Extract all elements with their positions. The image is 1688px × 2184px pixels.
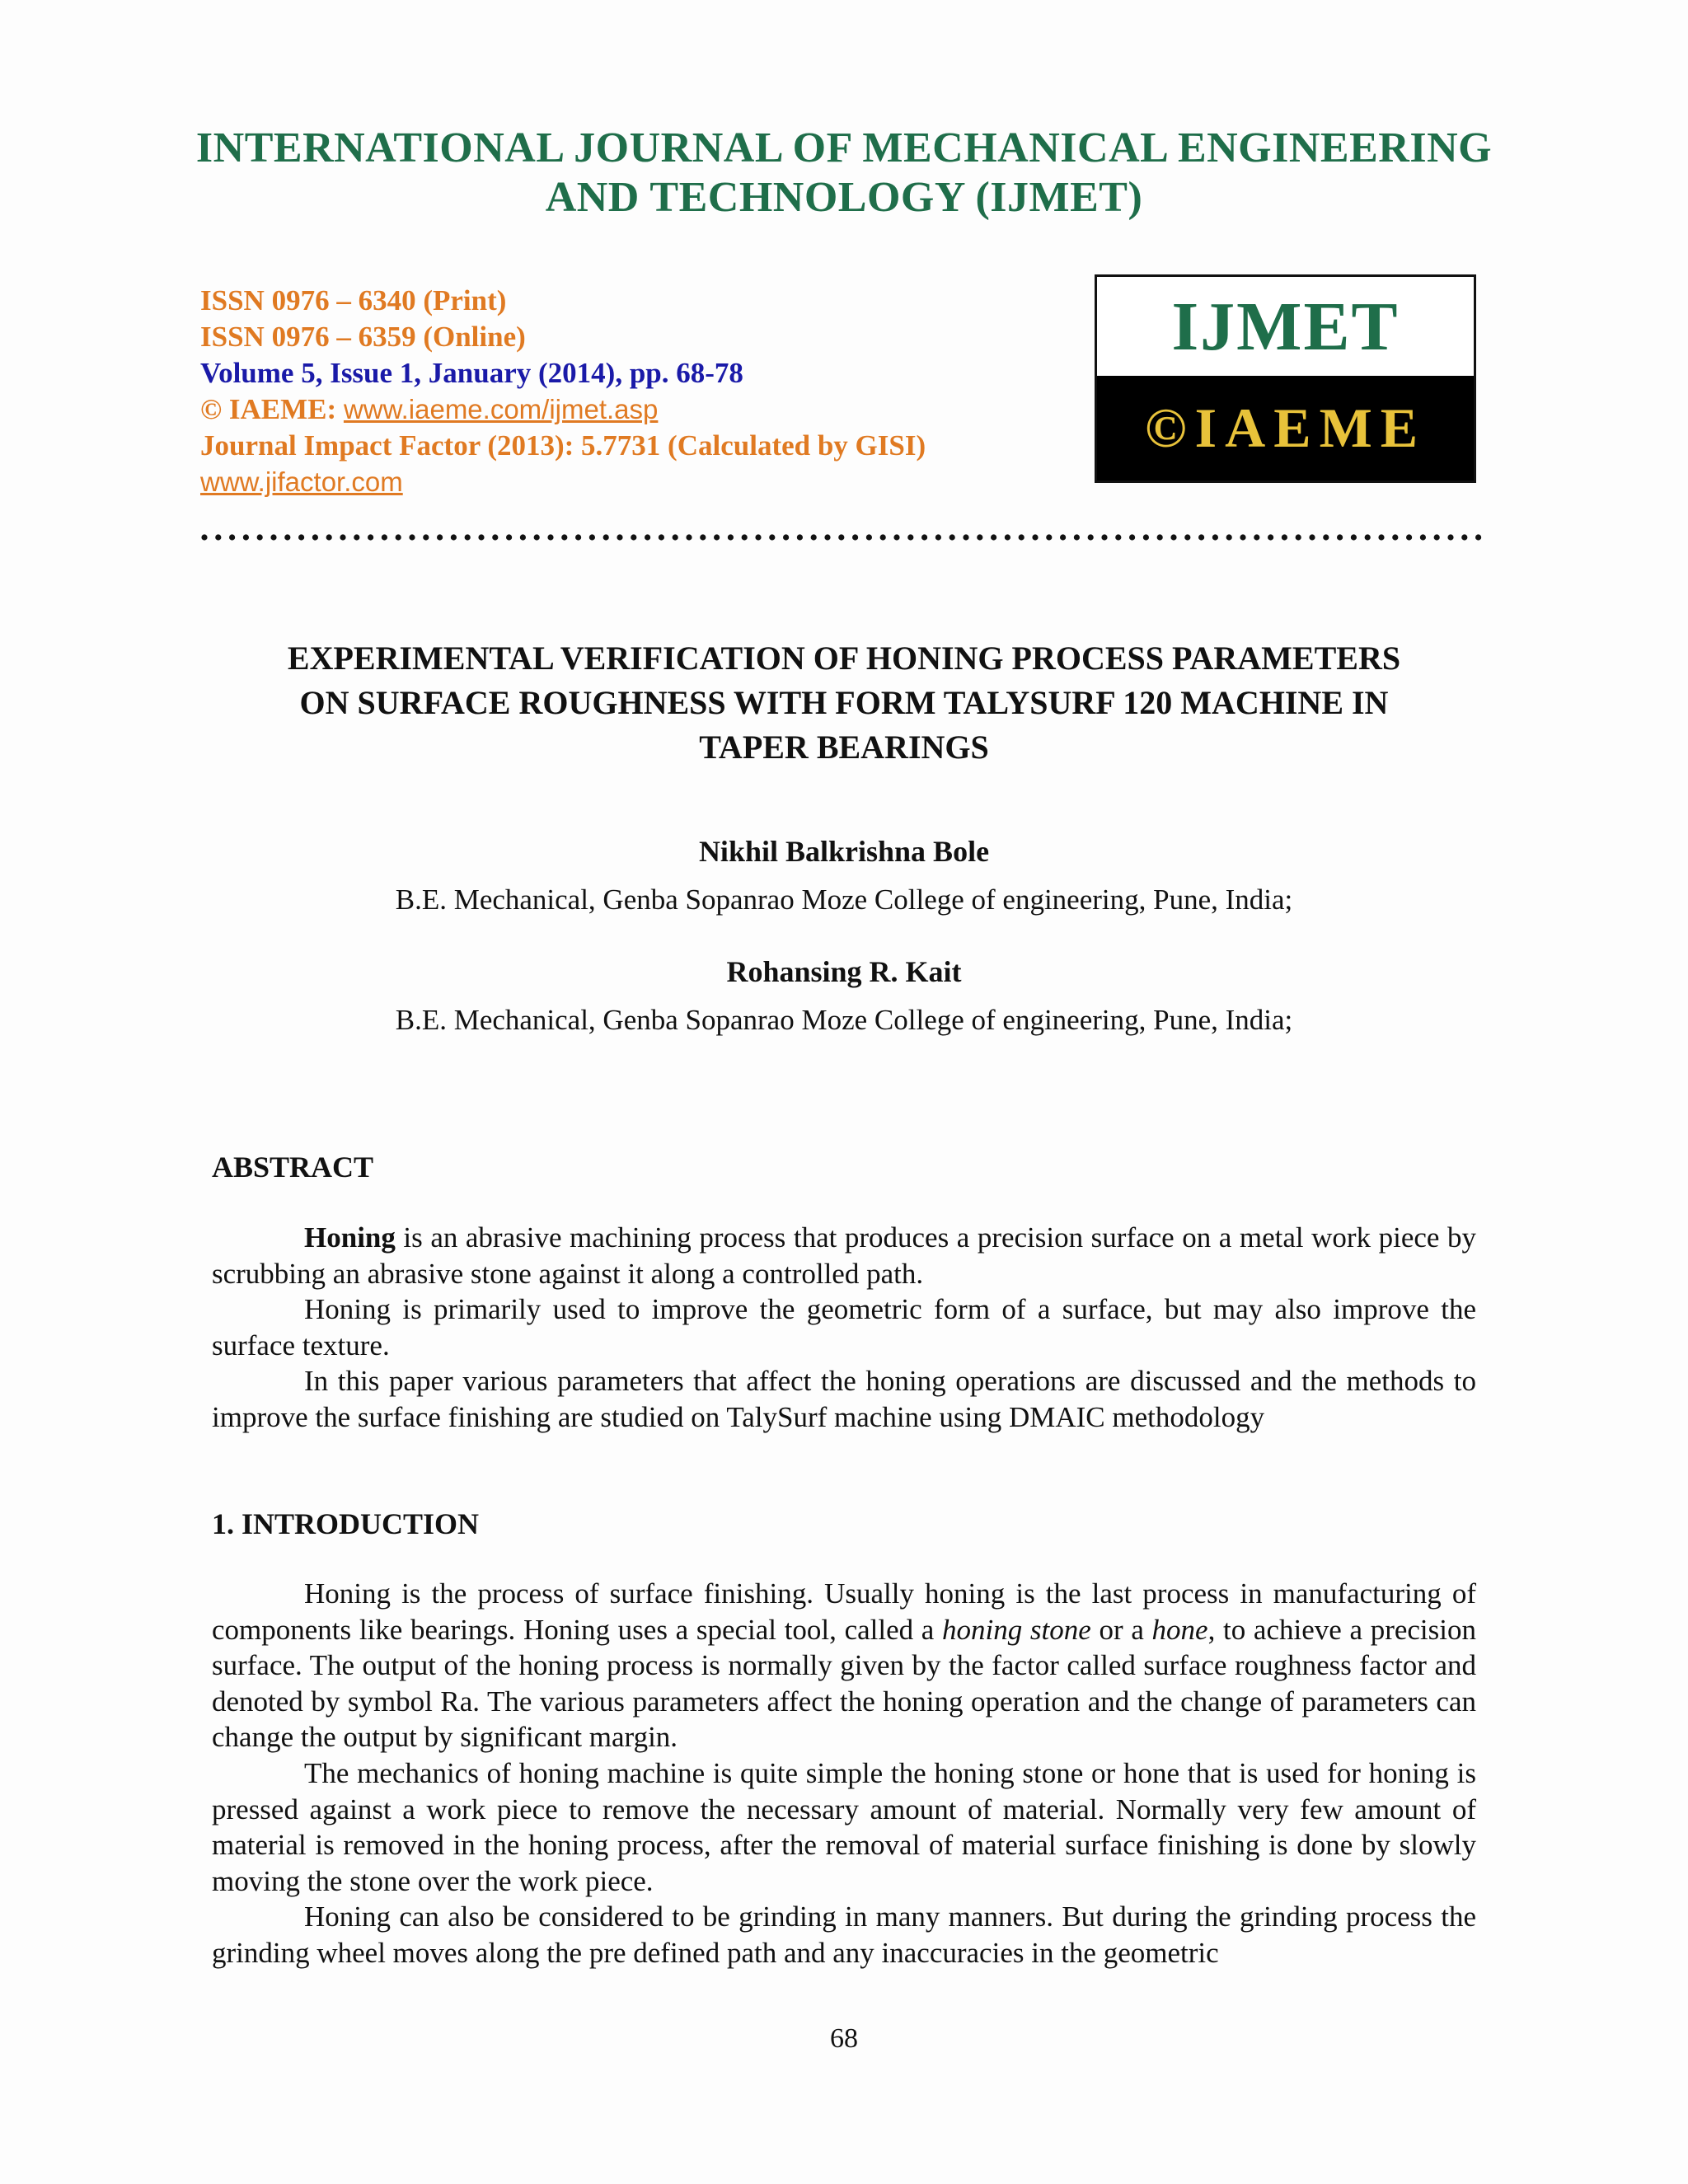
author-2-name: Rohansing R. Kait — [726, 955, 962, 988]
logo-ijmet-text: IJMET — [1171, 288, 1400, 365]
journal-title — [132, 124, 1556, 223]
intro-term-hone: hone — [1151, 1613, 1208, 1646]
journal-title-line-1: INTERNATIONAL JOURNAL OF MECHANICAL ENGINEERING — [195, 124, 1493, 171]
intro-paragraph-2: The mechanics of honing machine is quite simple the honing stone or hone that is used for honing is pressed against a work piece to remove the necessary amount of material. Normally very few amount of material is removed in the honing process, after the removal of material surface finishing is done by slowly moving the stone over the work piece. — [212, 1757, 1476, 1897]
paper-title — [198, 636, 1490, 770]
ijmet-logo — [1095, 274, 1476, 483]
journal-title-line-2: AND TECHNOLOGY (IJMET) — [545, 174, 1143, 221]
journal-meta — [200, 283, 1066, 500]
author-2-affiliation: B.E. Mechanical, Genba Sopanrao Moze College of engineering, Pune, India; — [395, 1004, 1293, 1036]
intro-p1-text-b: or a — [1090, 1613, 1152, 1646]
issn-online: ISSN 0976 – 6359 (Online) — [200, 321, 526, 353]
abstract-paragraph-1 — [212, 1220, 1476, 1291]
abstract-heading: ABSTRACT — [212, 1151, 374, 1183]
iaeme-link[interactable]: www.iaeme.com/ijmet.asp — [343, 394, 659, 424]
paper-title-line-2: ON SURFACE ROUGHNESS WITH FORM TALYSURF 120 MACHINE IN — [299, 684, 1389, 721]
intro-term-honing-stone: honing stone — [942, 1613, 1091, 1646]
impact-factor: Journal Impact Factor (2013): 5.7731 (Calculated by GISI) — [200, 429, 926, 462]
intro-paragraph-3: Honing can also be considered to be grinding in many manners. But during the grinding process the grinding wheel moves along the pre defined path and any inaccuracies in the geometric — [212, 1900, 1476, 1969]
paper-title-line-1: EXPERIMENTAL VERIFICATION OF HONING PROCESS PARAMETERS — [287, 640, 1401, 677]
dotted-separator — [200, 532, 1486, 542]
abstract-paragraph-1-text: is an abrasive machining process that produces a precision surface on a metal work piece by scrubbing an abrasive stone against it along a controlled path. — [212, 1221, 1476, 1290]
abstract-term-honing: Honing — [304, 1221, 396, 1254]
author-1-name: Nikhil Balkrishna Bole — [698, 835, 990, 868]
issn-print: ISSN 0976 – 6340 (Print) — [200, 284, 507, 316]
abstract-paragraph-3: In this paper various parameters that affect the honing operations are discussed and the methods to improve the surface finishing are studied on TalySurf machine using DMAIC methodology — [212, 1365, 1476, 1433]
jifactor-line — [200, 464, 1066, 500]
paper-title-line-3: TAPER BEARINGS — [699, 729, 989, 766]
logo-iaeme-text: ©IAEME — [1097, 376, 1474, 480]
volume-info: Volume 5, Issue 1, January (2014), pp. 68-78 — [200, 357, 743, 389]
intro-p1-text-a: Honing is the process of surface finishing. Usually honing is the last process in manufacturing of components like bearings. Honing uses a special tool, called a — [212, 1577, 1476, 1646]
intro-p1-text-c: , to achieve a precision surface. The output of the honing process is normally given by the factor called surface roughness factor and denoted by symbol Ra. The various parameters affect the honing operation and the change of parameters can change the output by significant margin. — [212, 1613, 1476, 1753]
author-1-affiliation: B.E. Mechanical, Genba Sopanrao Moze College of engineering, Pune, India; — [395, 883, 1293, 916]
intro-paragraph-1 — [212, 1576, 1476, 1755]
introduction-heading: 1. INTRODUCTION — [212, 1507, 480, 1540]
abstract-paragraph-2: Honing is primarily used to improve the geometric form of a surface, but may also improve the surface texture. — [212, 1293, 1476, 1361]
jifactor-link[interactable]: www.jifactor.com — [200, 466, 403, 497]
iaeme-label: © IAEME: — [200, 393, 344, 425]
iaeme-line — [200, 391, 1066, 428]
page-number: 68 — [830, 2023, 858, 2054]
